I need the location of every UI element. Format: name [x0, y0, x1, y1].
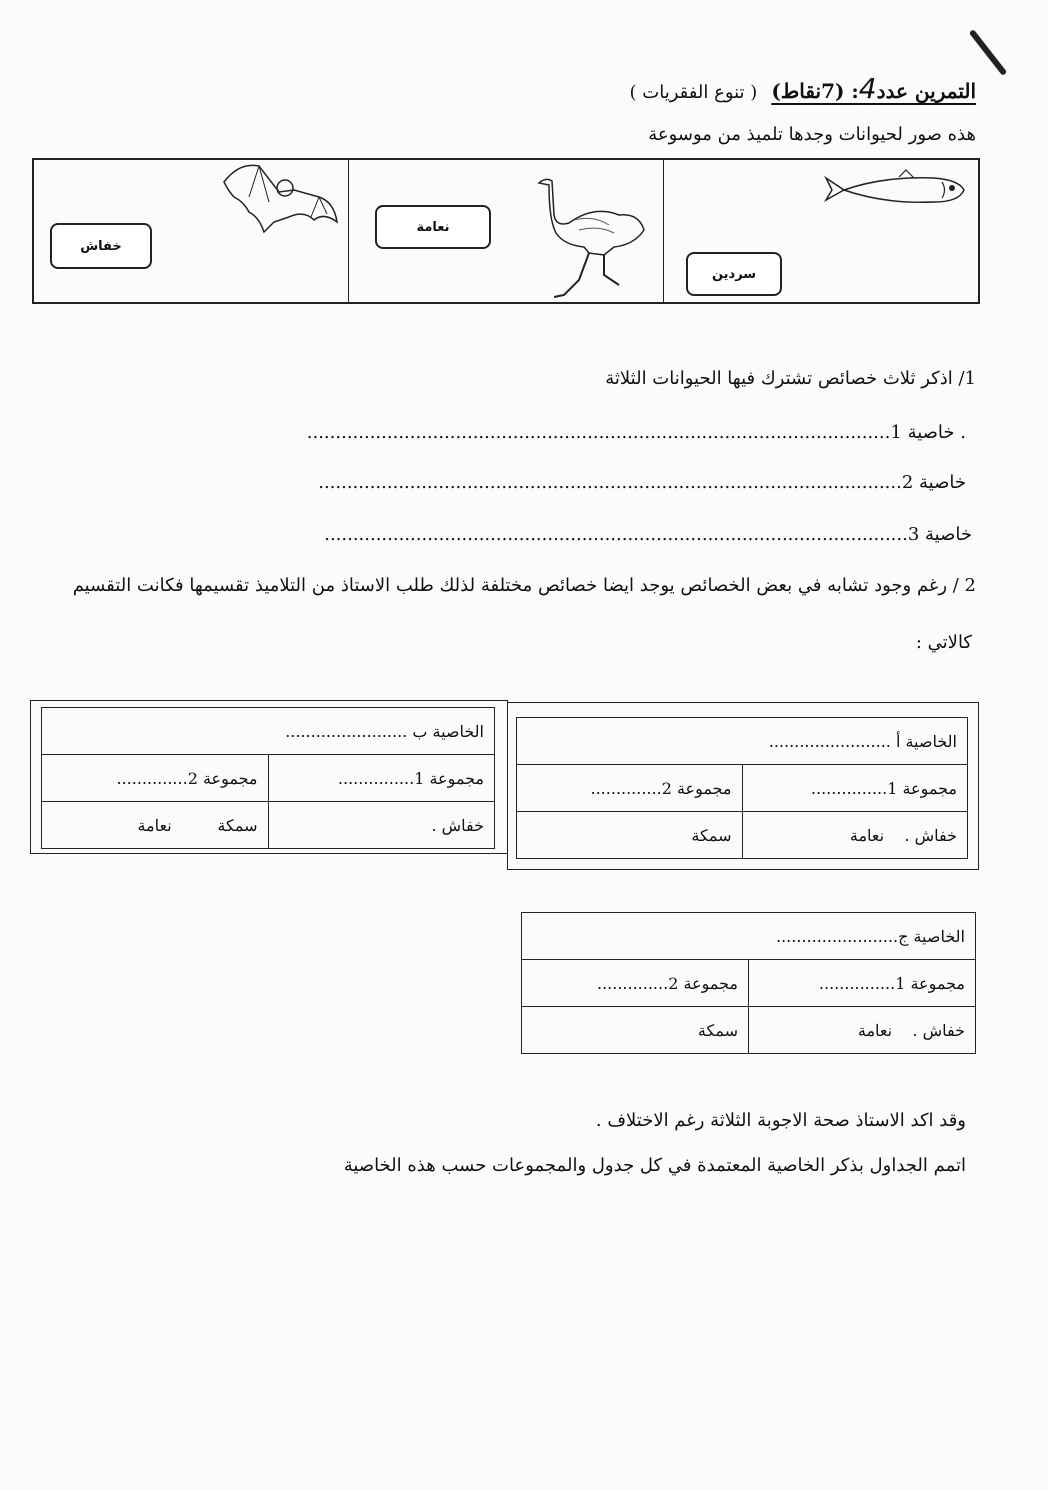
table-a-property-field[interactable]: الخاصية أ ........................	[517, 718, 968, 765]
completion-instruction: اتمم الجداول بذكر الخاصية المعتمدة في كل جدول والمجموعات حسب هذه الخاصية	[343, 1155, 966, 1176]
exercise-number: 4	[858, 72, 877, 105]
table-b-property-field[interactable]: الخاصية ب ........................	[42, 708, 495, 755]
table-b-group2-members: سمكة نعامة	[42, 802, 269, 849]
exercise-title	[630, 72, 976, 105]
table-c-property-field[interactable]: الخاصية ج........................	[522, 913, 976, 960]
animals-image-table	[32, 158, 980, 304]
property-2-line	[106, 472, 966, 493]
bat-icon	[219, 162, 339, 242]
table-c-group1-members: خفاش . نعامة	[749, 1007, 976, 1054]
property-2-answer-field[interactable]: ......................................................................................................	[318, 472, 902, 493]
teacher-note: وقد اكد الاستاذ صحة الاجوبة الثلاثة رغم الاختلاف .	[595, 1110, 966, 1131]
table-b-group2-label[interactable]: مجموعة 2..............	[42, 755, 269, 802]
table-a-group1-label[interactable]: مجموعة 1...............	[742, 765, 968, 812]
animal-cell-fish	[663, 160, 978, 302]
table-a-frame	[507, 702, 979, 870]
table-c-group2-members: سمكة	[522, 1007, 749, 1054]
exercise-heading	[771, 72, 976, 105]
corner-check-mark	[969, 29, 1008, 76]
animal-cell-bat	[34, 160, 348, 302]
animal-label-bat: خفاش	[50, 223, 152, 269]
table-b-group1-label[interactable]: مجموعة 1...............	[268, 755, 495, 802]
title-text: التمرين عدد	[876, 79, 976, 103]
property-1-answer-field[interactable]: ......................................................................................................	[306, 422, 891, 443]
property-1-line	[106, 422, 966, 443]
table-b	[41, 707, 495, 849]
animal-cell-ostrich	[348, 160, 663, 302]
property-3-label: خاصية 3	[907, 524, 972, 545]
question-2-prompt-continued: كالاتي :	[915, 632, 972, 653]
table-a-group2-members: سمكة	[517, 812, 743, 859]
table-c-group1-label[interactable]: مجموعة 1...............	[749, 960, 976, 1007]
animal-label-fish: سردين	[686, 252, 782, 296]
topic-text: ( تنوع الفقريات )	[629, 82, 758, 103]
table-c-group2-label[interactable]: مجموعة 2..............	[522, 960, 749, 1007]
property-3-answer-field[interactable]: ......................................................................................................	[324, 524, 908, 545]
table-b-frame	[30, 700, 508, 854]
question-2-prompt: 2 / رغم وجود تشابه في بعض الخصائص يوجد ايضا خصائص مختلفة لذلك طلب الاستاذ من التلاميذ تقسيمها فكانت التقسيم	[72, 575, 976, 596]
property-2-label: خاصية 2	[901, 472, 966, 493]
property-3-line	[112, 524, 972, 545]
question-1-prompt: 1/ اذكر ثلاث خصائص تشترك فيها الحيوانات الثلاثة	[605, 368, 976, 389]
intro-text: هذه صور لحيوانات وجدها تلميذ من موسوعة	[648, 124, 976, 145]
table-b-group1-members: خفاش .	[268, 802, 495, 849]
animal-label-ostrich: نعامة	[375, 205, 491, 249]
points-text: : (7نقاط)	[771, 79, 859, 103]
ostrich-icon	[534, 175, 649, 300]
table-a-group2-label[interactable]: مجموعة 2..............	[517, 765, 743, 812]
fish-icon	[824, 168, 969, 213]
table-a-group1-members: خفاش . نعامة	[742, 812, 968, 859]
table-c	[521, 912, 976, 1054]
property-1-label: . خاصية 1	[890, 422, 966, 443]
table-a	[516, 717, 968, 859]
